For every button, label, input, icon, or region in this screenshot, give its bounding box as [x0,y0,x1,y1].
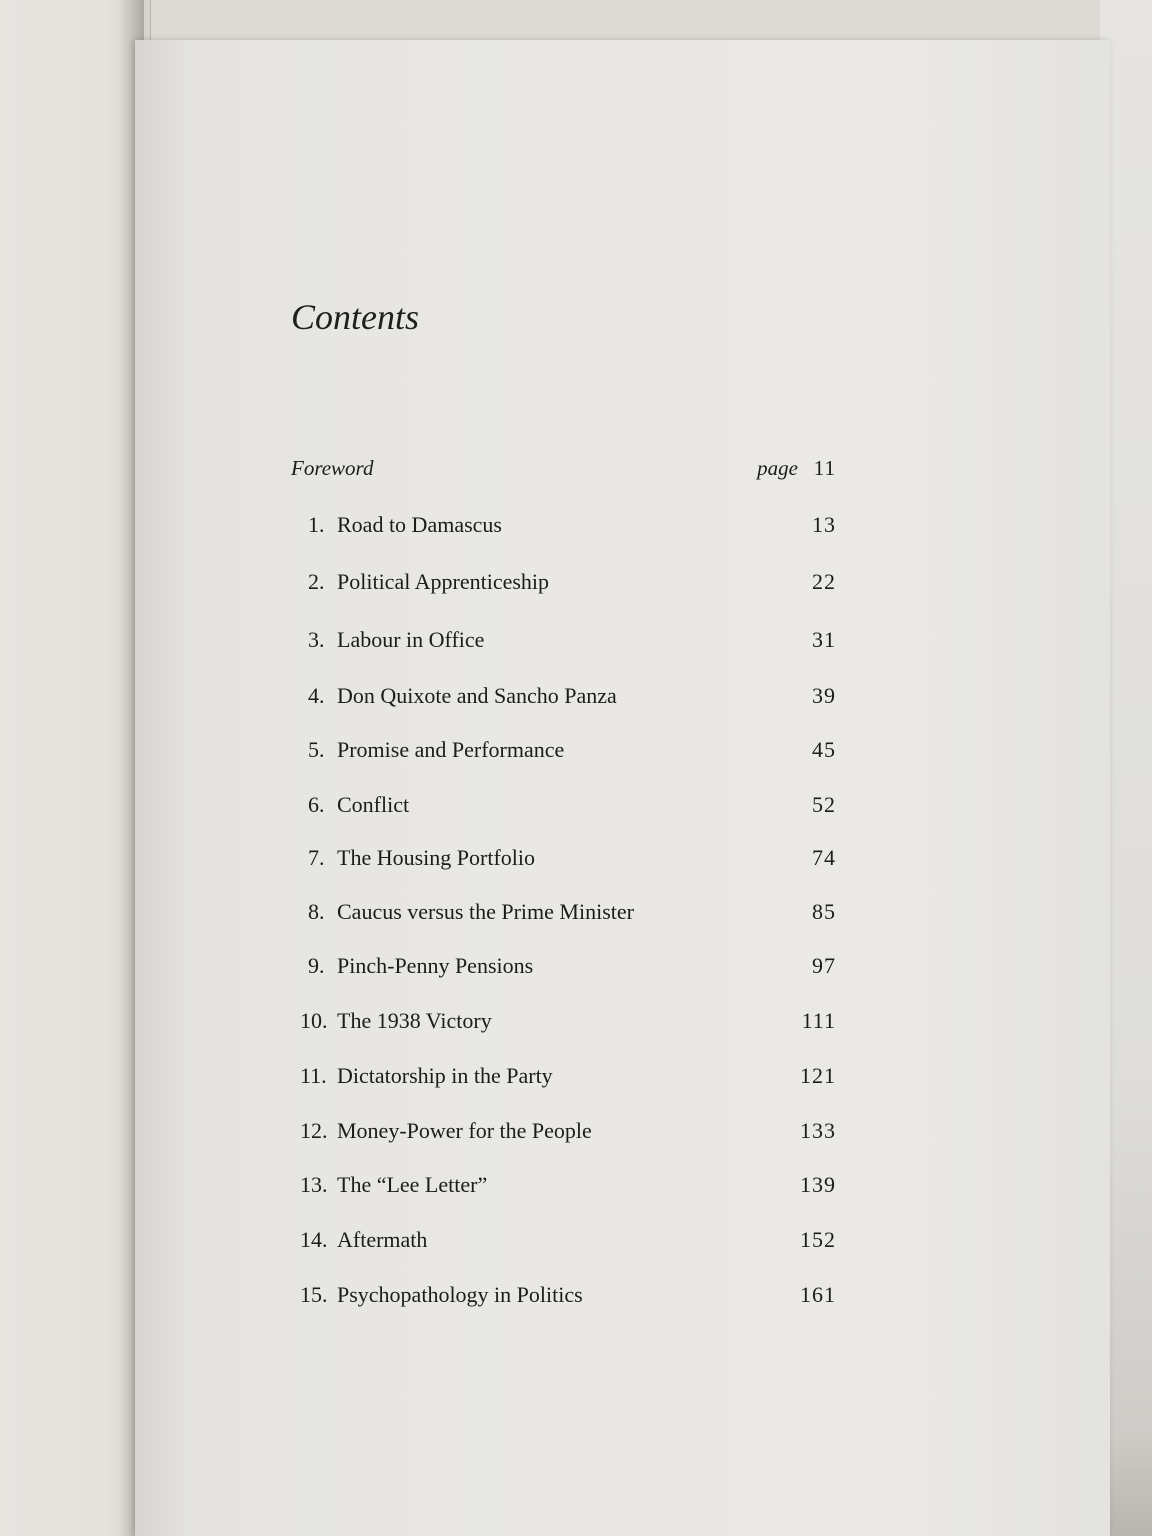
toc-entry [300,899,836,931]
entry-number: 4. [308,683,325,708]
toc-entry [300,512,836,544]
entry-title: Road to Damascus [337,512,502,537]
entry-title: Dictatorship in the Party [337,1063,553,1088]
entry-page: 161 [800,1282,836,1307]
entry-title: Money-Power for the People [337,1118,592,1143]
foreword-label: Foreword [291,456,374,480]
entry-title: Aftermath [337,1227,428,1252]
entry-number: 6. [308,792,325,817]
toc-entry [300,737,836,769]
toc-entry [300,627,836,659]
entry-page: 22 [812,569,836,594]
entry-page: 97 [812,953,836,978]
entry-number: 11. [300,1063,327,1088]
toc-entry [300,1118,836,1150]
entry-page: 133 [800,1118,836,1143]
entry-number: 8. [308,899,325,924]
entry-title: Pinch-Penny Pensions [337,953,534,978]
entry-page: 39 [812,683,836,708]
entry-number: 13. [300,1172,328,1197]
entry-title: Psychopathology in Politics [337,1282,583,1307]
entry-page: 139 [800,1172,836,1197]
toc-entry [300,1063,836,1095]
entry-title: Conflict [337,792,410,817]
entry-number: 9. [308,953,325,978]
entry-number: 15. [300,1282,328,1307]
entry-title: Don Quixote and Sancho Panza [337,683,617,708]
entry-title: The “Lee Letter” [337,1172,488,1197]
entry-page: 45 [812,737,836,762]
entry-page: 52 [812,792,836,817]
toc-entry [300,1227,836,1259]
toc-entry [300,792,836,824]
entry-number: 14. [300,1227,328,1252]
entry-number: 12. [300,1118,328,1143]
toc-entry [300,569,836,601]
entry-number: 5. [308,737,325,762]
toc-entry [300,1172,836,1204]
entry-page: 74 [812,845,836,870]
toc-entry [300,845,836,877]
toc-entry [300,1282,836,1314]
toc-entry [300,1008,836,1040]
entry-number: 1. [308,512,325,537]
entry-number: 10. [300,1008,328,1033]
entry-page: 13 [812,512,836,537]
page-word: page [757,456,798,480]
entry-number: 3. [308,627,325,652]
page-title: Contents [291,297,420,337]
entry-title: Promise and Performance [337,737,565,762]
entry-page: 31 [812,627,836,652]
entry-page: 121 [800,1063,836,1088]
entry-number: 2. [308,569,325,594]
toc-entry [300,683,836,715]
toc-entry [300,953,836,985]
entry-page: 85 [812,899,836,924]
entry-page: 111 [801,1008,836,1033]
entry-page: 152 [800,1227,836,1252]
entry-title: Political Apprenticeship [337,569,550,594]
entry-title: Caucus versus the Prime Minister [337,899,634,924]
entry-title: The 1938 Victory [337,1008,492,1033]
foreword-row [291,456,836,486]
foreword-page-number: 11 [813,456,836,480]
entry-title: The Housing Portfolio [337,845,535,870]
entry-title: Labour in Office [337,627,485,652]
entry-number: 7. [308,845,325,870]
